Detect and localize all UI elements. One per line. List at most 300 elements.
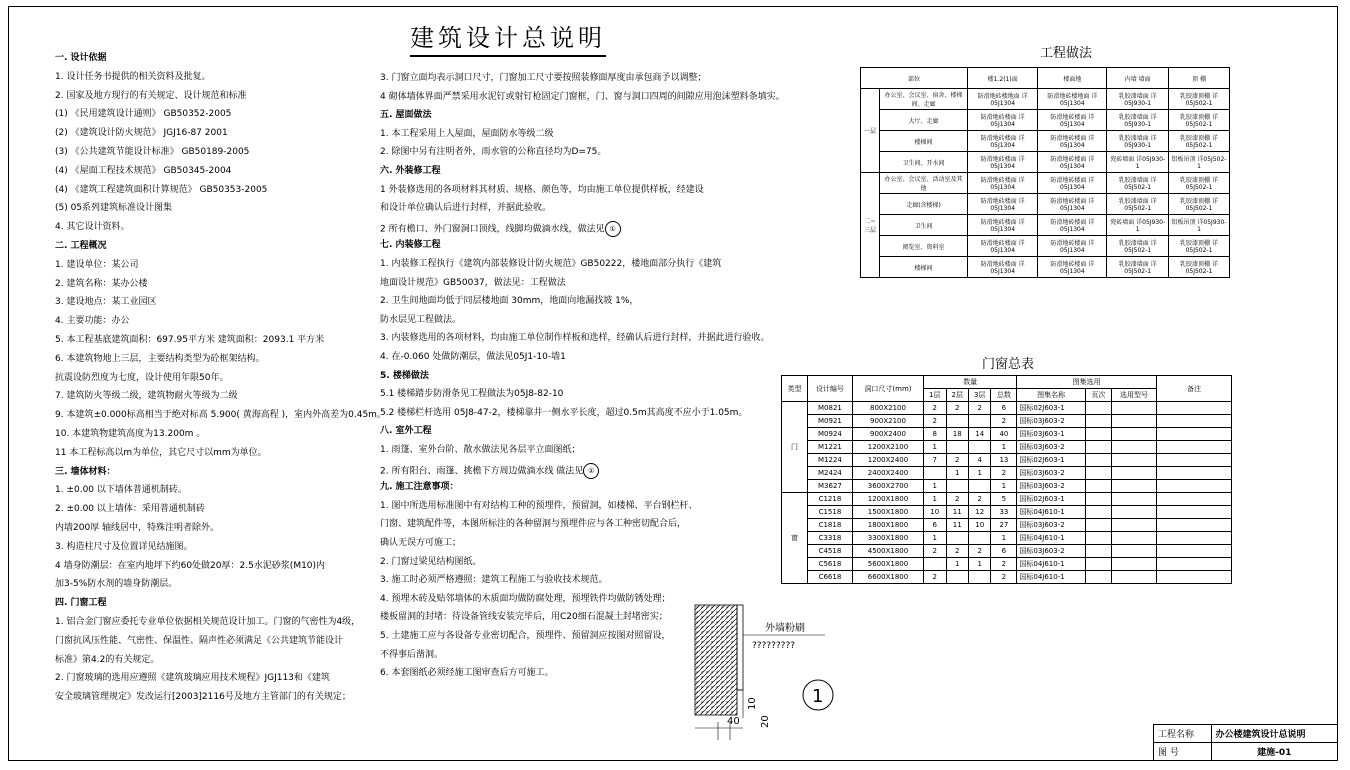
works-cell: 乳胶漆墙面 详05J930-1 xyxy=(1107,131,1169,152)
page-title: 建筑设计总说明 xyxy=(410,18,606,57)
door-cell: 14 xyxy=(968,428,990,441)
door-cell: C4518 xyxy=(807,545,852,558)
door-cell xyxy=(1157,454,1232,467)
door-cell: 2 xyxy=(946,454,968,467)
door-cell xyxy=(1157,545,1232,558)
door-cell: 国标04J610-1 xyxy=(1017,532,1086,545)
door-type-cell: 窗 xyxy=(782,493,808,584)
door-cell xyxy=(1111,402,1156,415)
door-cell: 2400X2400 xyxy=(852,467,923,480)
note-line: 9. 本建筑±0.000标高相当于绝对标高 5.900( 黄海高程 )，室内外高差为0.45m。 xyxy=(55,410,386,421)
door-cell xyxy=(968,480,990,493)
door-cell: 国标02J603-1 xyxy=(1017,402,1086,415)
works-cell: 乳胶漆顶棚 详05J502-1 xyxy=(1168,131,1229,152)
door-cell: 40 xyxy=(991,428,1017,441)
section-heading: 五. 屋面做法 xyxy=(380,110,432,121)
door-cell: 1200X1800 xyxy=(852,493,923,506)
section-heading: 六. 外装修工程 xyxy=(380,166,441,176)
works-cell: 乳胶漆墙面 详05J502-1 xyxy=(1107,194,1169,215)
door-cell: 5 xyxy=(991,493,1017,506)
note-line: 5.2 楼梯栏杆选用 05J8-47-2，楼梯靠井一侧水平长度，超过0.5m其高度不应小于1.05m。 xyxy=(380,407,748,418)
door-cell: 800X2100 xyxy=(852,402,923,415)
works-cell: 乳胶漆墙面 详05J502-1 xyxy=(1107,257,1169,278)
note-line: 1. 图中所选用标准图中有对结构工种的预埋件，预留洞，如楼梯、平台钢栏杆、 xyxy=(380,500,698,511)
door-cell: 1 xyxy=(946,558,968,571)
door-window-table xyxy=(781,375,1232,584)
dim-a: 10 xyxy=(747,697,758,710)
door-cell: 2 xyxy=(991,415,1017,428)
works-row xyxy=(861,257,1230,278)
note-line: (4) 《建筑工程建筑面积计算规范》 GB50353-2005 xyxy=(55,184,268,195)
door-cell: 1200X2100 xyxy=(852,441,923,454)
door-cell: 11 xyxy=(946,519,968,532)
door-cell: 10 xyxy=(968,519,990,532)
works-header-cell: 内墙 墙面 xyxy=(1107,68,1169,89)
wall-section xyxy=(695,605,737,715)
door-cell xyxy=(1086,545,1112,558)
door-cell xyxy=(1086,415,1112,428)
door-cell xyxy=(946,415,968,428)
door-cell xyxy=(968,415,990,428)
door-cell xyxy=(946,480,968,493)
note-line: 门窗抗风压性能、气密性、保温性、隔声性必须满足《公共建筑节能设计 xyxy=(55,635,344,646)
notes-column-1 xyxy=(55,52,386,712)
door-header-cell: 数量 xyxy=(924,376,1017,389)
note-line: 1. ±0.00 以下墙体普通机制砖。 xyxy=(55,485,187,496)
note-line: 1. 设计任务书提供的相关资料及批复。 xyxy=(55,71,211,82)
works-row xyxy=(861,89,1230,110)
section-heading: 二. 工程概况 xyxy=(55,241,107,251)
note-line: 1. 铝合金门窗应委托专业单位依据相关规范设计加工。门窗的气密性为4级， xyxy=(55,617,361,627)
detail-label: 外墙粉刷 xyxy=(765,623,805,634)
works-cell: 乳胶漆墙面 详05J930-1 xyxy=(1107,110,1169,131)
door-cell xyxy=(1157,480,1232,493)
works-cell: 防滑地砖楼面 详05J1304 xyxy=(1038,257,1107,278)
door-cell: 13 xyxy=(991,454,1017,467)
door-cell xyxy=(1157,532,1232,545)
note-line: 1. 建设单位：某公司 xyxy=(55,259,139,270)
section-heading: 一. 设计依据 xyxy=(55,53,107,63)
works-row xyxy=(861,173,1230,194)
door-cell: M2424 xyxy=(807,467,852,480)
door-cell: 6 xyxy=(991,545,1017,558)
door-subheader-cell: 1层 xyxy=(924,389,946,402)
door-cell: 4 xyxy=(968,454,990,467)
works-cell: 防滑地砖楼面 详05J1304 xyxy=(968,194,1038,215)
door-cell: 2 xyxy=(968,402,990,415)
door-cell: 33 xyxy=(991,506,1017,519)
door-cell: 7 xyxy=(924,454,946,467)
dim-width: 40 xyxy=(727,716,740,727)
door-cell xyxy=(1111,545,1156,558)
door-cell xyxy=(968,532,990,545)
works-cell: 乳胶漆顶棚 详05J502-1 xyxy=(1168,257,1229,278)
note-line: (3) 《公共建筑节能设计标准》 GB50189-2005 xyxy=(55,147,250,157)
title-block-key-1: 工程名称 xyxy=(1154,725,1212,743)
door-cell: 国标04J610-1 xyxy=(1017,558,1086,571)
works-cell: 防滑地砖楼面 详05J1304 xyxy=(1038,236,1107,257)
works-table xyxy=(860,67,1230,278)
door-cell xyxy=(1086,558,1112,571)
note-line: 5. 本工程基底建筑面积：697.95平方米 建筑面积：2093.1 平方米 xyxy=(55,335,325,345)
door-cell xyxy=(1086,480,1112,493)
door-cell: 国标03J603-2 xyxy=(1017,480,1086,493)
door-cell: C1218 xyxy=(807,493,852,506)
door-cell xyxy=(968,441,990,454)
door-cell: 2 xyxy=(924,571,946,584)
door-cell xyxy=(946,532,968,545)
door-cell: 1200X2400 xyxy=(852,454,923,467)
detail-note: ????????? xyxy=(752,641,795,651)
note-line: 2. ±0.00 以上墙体：采用普通机制砖 xyxy=(55,504,205,515)
door-cell: C1518 xyxy=(807,506,852,519)
door-cell: 1 xyxy=(991,532,1017,545)
section-heading: 5. 楼梯做法 xyxy=(380,370,429,381)
door-cell xyxy=(1086,402,1112,415)
door-type-cell: 门 xyxy=(782,402,808,493)
note-line: 确认无误方可施工； xyxy=(380,538,462,548)
door-cell: 国标03J603-2 xyxy=(1017,415,1086,428)
works-cell: 铝板吊顶 详05J930-1 xyxy=(1168,215,1229,236)
door-header-cell: 图集选用 xyxy=(1017,376,1157,389)
door-cell: 1800X1800 xyxy=(852,519,923,532)
note-line: 4. 在-0.060 处做防潮层，做法见05J1-10-墙1 xyxy=(380,352,566,362)
works-row xyxy=(861,215,1230,236)
door-cell: 2 xyxy=(924,415,946,428)
door-row xyxy=(782,402,1232,415)
title-block xyxy=(1153,724,1338,761)
note-line: 3. 构造柱尺寸及位置详见结施图。 xyxy=(55,541,193,552)
works-row xyxy=(861,110,1230,131)
note-line: 3. 施工时必须严格遵照：建筑工程施工与验收技术规范。 xyxy=(380,575,608,586)
door-cell xyxy=(1111,415,1156,428)
works-title: 工程做法 xyxy=(1040,46,1093,61)
door-cell: M0924 xyxy=(807,428,852,441)
door-cell xyxy=(1111,428,1156,441)
door-cell: 18 xyxy=(946,428,968,441)
note-line: 2. 卫生间地面均低于同层楼地面 30mm，地面向地漏找坡 1%， xyxy=(380,296,639,307)
door-window-title: 门窗总表 xyxy=(982,357,1035,372)
door-cell: 2 xyxy=(946,402,968,415)
door-cell: C1818 xyxy=(807,519,852,532)
door-subheader-cell: 总数 xyxy=(991,389,1017,402)
note-line: 2. 国家及地方现行的有关规定、设计规范和标准 xyxy=(55,90,247,101)
door-header-cell: 洞口尺寸(mm) xyxy=(852,376,923,402)
works-row xyxy=(861,131,1230,152)
door-row xyxy=(782,558,1232,571)
door-cell: 4500X1800 xyxy=(852,545,923,558)
section-heading: 四. 门窗工程 xyxy=(55,598,107,609)
note-line: 1. 本工程采用上人屋面，屋面防水等级二级 xyxy=(380,128,554,139)
door-cell: 3300X1800 xyxy=(852,532,923,545)
door-cell: 2 xyxy=(991,558,1017,571)
title-block-key-2: 图 号 xyxy=(1154,743,1212,761)
works-group-cell: 一层 xyxy=(861,89,880,173)
door-subheader-cell: 页次 xyxy=(1086,389,1112,402)
works-cell: 防滑地砖楼面 详05J1304 xyxy=(1038,194,1107,215)
works-cell: 办公室、会议室、宿舍、楼梯间、走廊 xyxy=(880,89,968,110)
works-cell: 防滑地砖楼面 详05J1304 xyxy=(1038,173,1107,194)
works-cell: 防滑地砖楼面 详05J1304 xyxy=(1038,131,1107,152)
door-cell: M0921 xyxy=(807,415,852,428)
door-header-cell: 备注 xyxy=(1157,376,1232,402)
detail-reference-symbol: ① xyxy=(605,221,621,237)
door-cell: 900X2100 xyxy=(852,415,923,428)
door-cell: 1 xyxy=(968,558,990,571)
note-line: 3. 建设地点：某工业园区 xyxy=(55,297,157,308)
note-line: (5) 05系列建筑标准设计图集 xyxy=(55,203,173,214)
door-cell xyxy=(1111,454,1156,467)
note-line: 防水层见工程做法。 xyxy=(380,314,462,325)
door-cell: 1 xyxy=(924,441,946,454)
works-header-cell: 部位 xyxy=(861,68,968,89)
door-cell: 国标02J603-1 xyxy=(1017,454,1086,467)
door-cell xyxy=(1111,467,1156,480)
door-row xyxy=(782,467,1232,480)
door-cell xyxy=(1111,441,1156,454)
title-block-value-2: 建施-01 xyxy=(1211,743,1338,761)
works-cell: 瓷砖墙面 详05J930-1 xyxy=(1107,152,1169,173)
note-line: 11 本工程标高以m为单位，其它尺寸以mm为单位。 xyxy=(55,447,267,458)
door-subheader-cell: 选用型号 xyxy=(1111,389,1156,402)
works-header-cell: 楼面地 xyxy=(1038,68,1107,89)
door-cell: 国标03J603-2 xyxy=(1017,519,1086,532)
plaster-layer xyxy=(737,605,743,690)
works-cell: 防滑地砖楼面 详05J1304 xyxy=(968,236,1038,257)
door-cell: 2 xyxy=(946,545,968,558)
section-heading: 八. 室外工程 xyxy=(380,426,432,437)
door-row xyxy=(782,454,1232,467)
note-line: 加3-5%防水剂的墙身防潮层。 xyxy=(55,579,178,590)
door-cell: 2 xyxy=(968,545,990,558)
note-line: (2) 《建筑设计防火规范》 JGJ16-87 2001 xyxy=(55,128,228,139)
door-cell xyxy=(1157,571,1232,584)
door-cell: 27 xyxy=(991,519,1017,532)
door-cell: 1 xyxy=(946,467,968,480)
door-cell: 国标04J610-1 xyxy=(1017,571,1086,584)
door-cell xyxy=(946,441,968,454)
door-cell: M3627 xyxy=(807,480,852,493)
note-line: 4. 预埋木砖及贴邻墙体的木质面均做防腐处理，预埋铁件均做防锈处理； xyxy=(380,593,671,604)
works-cell: 防滑地砖楼地面 详05J1304 xyxy=(968,89,1038,110)
works-cell: 乳胶漆顶棚 详05J502-1 xyxy=(1168,173,1229,194)
door-cell xyxy=(1157,428,1232,441)
door-cell xyxy=(1111,571,1156,584)
works-cell: 防滑地砖楼面 详05J1304 xyxy=(968,173,1038,194)
door-cell xyxy=(1111,506,1156,519)
works-row xyxy=(861,236,1230,257)
works-cell: 乳胶漆顶棚 详05J502-1 xyxy=(1168,89,1229,110)
section-heading: 九. 施工注意事项： xyxy=(380,482,459,493)
door-cell xyxy=(1157,558,1232,571)
door-row xyxy=(782,415,1232,428)
note-line: 不得事后凿洞。 xyxy=(380,649,444,660)
door-cell: 11 xyxy=(946,506,968,519)
door-cell xyxy=(1157,467,1232,480)
door-row xyxy=(782,493,1232,506)
door-cell xyxy=(924,558,946,571)
detail-reference-symbol: ① xyxy=(583,463,599,479)
door-subheader-cell: 图集名称 xyxy=(1017,389,1086,402)
door-row xyxy=(782,441,1232,454)
works-cell: 卫生间、开水间 xyxy=(880,152,968,173)
door-cell: 国标03J603-1 xyxy=(1017,428,1086,441)
door-cell: 12 xyxy=(968,506,990,519)
door-cell xyxy=(968,571,990,584)
door-header-cell: 设计编号 xyxy=(807,376,852,402)
door-cell: M1221 xyxy=(807,441,852,454)
door-cell: 3600X2700 xyxy=(852,480,923,493)
door-cell xyxy=(1086,467,1112,480)
door-cell: 2 xyxy=(968,493,990,506)
note-line: 2. 门窗玻璃的选用应遵照《建筑玻璃应用技术规程》JGJ113和《建筑 xyxy=(55,673,330,684)
works-cell: 防滑地砖楼面 详05J1304 xyxy=(1038,215,1107,236)
note-line: 4. 主要功能：办公 xyxy=(55,316,130,327)
works-cell: 乳胶漆墙面 详05J930-1 xyxy=(1107,89,1169,110)
door-cell xyxy=(1086,454,1112,467)
door-cell xyxy=(1157,415,1232,428)
note-line: (4) 《屋面工程技术规范》 GB50345-2004 xyxy=(55,165,232,176)
door-cell xyxy=(1111,480,1156,493)
note-line: 内墙200厚 轴线居中，特殊注明者除外。 xyxy=(55,523,220,533)
note-line: 10. 本建筑物建筑高度为13.200m 。 xyxy=(55,429,206,439)
door-cell: 1 xyxy=(924,532,946,545)
works-cell: 走廊(含楼梯) xyxy=(880,194,968,215)
door-cell xyxy=(1157,519,1232,532)
door-cell xyxy=(1157,493,1232,506)
works-cell: 铝板吊顶 详05J502-1 xyxy=(1168,152,1229,173)
door-cell: 2 xyxy=(991,467,1017,480)
works-cell: 乳胶漆顶棚 详05J502-1 xyxy=(1168,236,1229,257)
note-line: 3. 内装修选用的各项材料，均由施工单位制作样板和选样，经确认后进行封样，并据此进行验收。 xyxy=(380,333,770,344)
door-row xyxy=(782,545,1232,558)
works-cell: 卫生间 xyxy=(880,215,968,236)
door-cell xyxy=(924,467,946,480)
door-cell xyxy=(1086,441,1112,454)
note-line: 3. 门窗立面均表示洞口尺寸，门窗加工尺寸要按照装修面厚度由承包商予以调整； xyxy=(380,73,707,83)
door-cell: C3318 xyxy=(807,532,852,545)
detail-index: 1 xyxy=(812,686,824,707)
note-line: 1 外装修选用的各项材料其材质、规格、颜色等，均由施工单位提供样板，经建设 xyxy=(380,184,704,195)
note-line: 2. 所有阳台、雨篷、挑檐下方周边做滴水线 做法见 ① xyxy=(380,463,599,479)
door-cell: 国标03J603-2 xyxy=(1017,545,1086,558)
note-line: 安全玻璃管理规定》发改运行[2003]2116号及地方主管部门的有关规定； xyxy=(55,692,351,703)
works-cell: 防滑地砖楼面 详05J1304 xyxy=(968,152,1038,173)
door-cell xyxy=(1157,402,1232,415)
door-cell: 1 xyxy=(991,480,1017,493)
note-line: 4 砌体墙体界面严禁采用水泥钉或射钉枪固定门窗框，门、窗与洞口四周的间隙应用泡沫塑料条填实。 xyxy=(380,91,785,102)
door-cell xyxy=(1086,506,1112,519)
works-header-cell: 楼1.2(1)面 xyxy=(968,68,1038,89)
door-row xyxy=(782,532,1232,545)
works-cell: 防滑地砖楼面 详05J1304 xyxy=(968,110,1038,131)
works-row xyxy=(861,194,1230,215)
note-line: 抗震设防烈度为七度，设计使用年限50年。 xyxy=(55,372,229,383)
door-cell xyxy=(1086,493,1112,506)
note-line: 2. 建筑名称：某办公楼 xyxy=(55,278,148,289)
door-cell: 6 xyxy=(924,519,946,532)
note-line: 4. 其它设计资料。 xyxy=(55,222,130,233)
door-cell: C5618 xyxy=(807,558,852,571)
door-cell: 国标02J603-1 xyxy=(1017,493,1086,506)
note-line: 2 所有檐口、外门窗洞口顶线，线脚均做滴水线，做法见 ① xyxy=(380,221,621,237)
door-cell: 1500X1800 xyxy=(852,506,923,519)
door-cell xyxy=(1157,506,1232,519)
section-heading: 七. 内装修工程 xyxy=(380,240,441,251)
works-cell: 乳胶漆墙面 详05J502-1 xyxy=(1107,236,1169,257)
works-cell: 防滑地砖楼面 详05J1304 xyxy=(1038,110,1107,131)
door-cell: 1 xyxy=(991,441,1017,454)
door-subheader-cell: 2层 xyxy=(946,389,968,402)
note-line: 6. 本建筑物地上三层，主要结构类型为砼框架结构。 xyxy=(55,353,265,364)
note-line: 5.1 楼梯踏步防滑条见工程做法为05J8-82-10 xyxy=(380,389,564,400)
works-cell: 瓷砖墙面 详05J930-1 xyxy=(1107,215,1169,236)
note-line: 1. 内装修工程执行《建筑内部装修设计防火规范》GB50222，楼地面部分执行《建筑 xyxy=(380,259,722,269)
note-line: 6. 本套图纸必须经施工图审查后方可施工。 xyxy=(380,668,554,679)
note-line: 楼板留洞的封堵：待设备管线安装完毕后，用C20细石混凝土封堵密实； xyxy=(380,612,668,623)
works-cell: 楼梯间 xyxy=(880,257,968,278)
door-cell xyxy=(1111,558,1156,571)
door-cell: 10 xyxy=(924,506,946,519)
door-cell xyxy=(1111,493,1156,506)
note-line: 2. 门窗过梁见结构图纸。 xyxy=(380,556,482,567)
works-cell: 办公室、会议室、活动室及其他 xyxy=(880,173,968,194)
door-row xyxy=(782,571,1232,584)
works-cell: 阅览室、资料室 xyxy=(880,236,968,257)
section-heading: 三. 墙体材料： xyxy=(55,466,116,477)
note-line: 2. 除图中另有注明者外，雨水管的公称直径均为D=75。 xyxy=(380,147,607,158)
note-line: 7. 建筑防火等级二级，建筑物耐火等级为二级 xyxy=(55,391,238,402)
door-cell xyxy=(1157,441,1232,454)
door-cell xyxy=(1111,532,1156,545)
door-row xyxy=(782,428,1232,441)
door-cell: 2 xyxy=(924,545,946,558)
door-cell: 5600X1800 xyxy=(852,558,923,571)
door-cell: 2 xyxy=(946,493,968,506)
works-cell: 防滑地砖楼面 详05J1304 xyxy=(968,131,1038,152)
door-cell: 1 xyxy=(924,480,946,493)
works-cell: 防滑地砖楼地面 详05J1304 xyxy=(1038,89,1107,110)
door-header-cell: 类型 xyxy=(782,376,808,402)
door-cell: 国标03J603-2 xyxy=(1017,467,1086,480)
door-cell: 国标03J603-2 xyxy=(1017,441,1086,454)
door-subheader-cell: 3层 xyxy=(968,389,990,402)
note-line: 1. 雨篷、室外台阶、散水做法见各层平立面图纸； xyxy=(380,445,581,455)
door-cell: 1 xyxy=(968,467,990,480)
works-cell: 楼梯间 xyxy=(880,131,968,152)
door-row xyxy=(782,480,1232,493)
dim-b: 20 xyxy=(760,715,771,728)
door-cell xyxy=(1086,571,1112,584)
note-line: 门窗、建筑配件等，本图所标注的各种留洞与预埋件应与各工种密切配合后， xyxy=(380,519,687,530)
note-line: 标准》第4.2的有关规定。 xyxy=(55,654,160,665)
note-line: 5. 土建施工应与各设备专业密切配合，预埋件、预留洞应按图对照留设， xyxy=(380,631,671,641)
title-block-value-1: 办公楼建筑设计总说明 xyxy=(1211,725,1338,743)
works-cell: 乳胶漆墙面 详05J502-1 xyxy=(1107,173,1169,194)
works-cell: 乳胶漆顶棚 详05J502-1 xyxy=(1168,110,1229,131)
note-line: 和设计单位确认后进行封样，并据此验收。 xyxy=(380,203,552,214)
door-cell: 6 xyxy=(991,402,1017,415)
note-line: (1) 《民用建筑设计通则》 GB50352-2005 xyxy=(55,109,232,120)
door-row xyxy=(782,519,1232,532)
works-cell: 乳胶漆顶棚 详05J502-1 xyxy=(1168,194,1229,215)
door-cell: 2 xyxy=(991,571,1017,584)
door-cell xyxy=(1111,519,1156,532)
door-cell: 国标04J610-1 xyxy=(1017,506,1086,519)
door-cell xyxy=(946,571,968,584)
door-cell xyxy=(1086,428,1112,441)
door-cell xyxy=(1086,519,1112,532)
